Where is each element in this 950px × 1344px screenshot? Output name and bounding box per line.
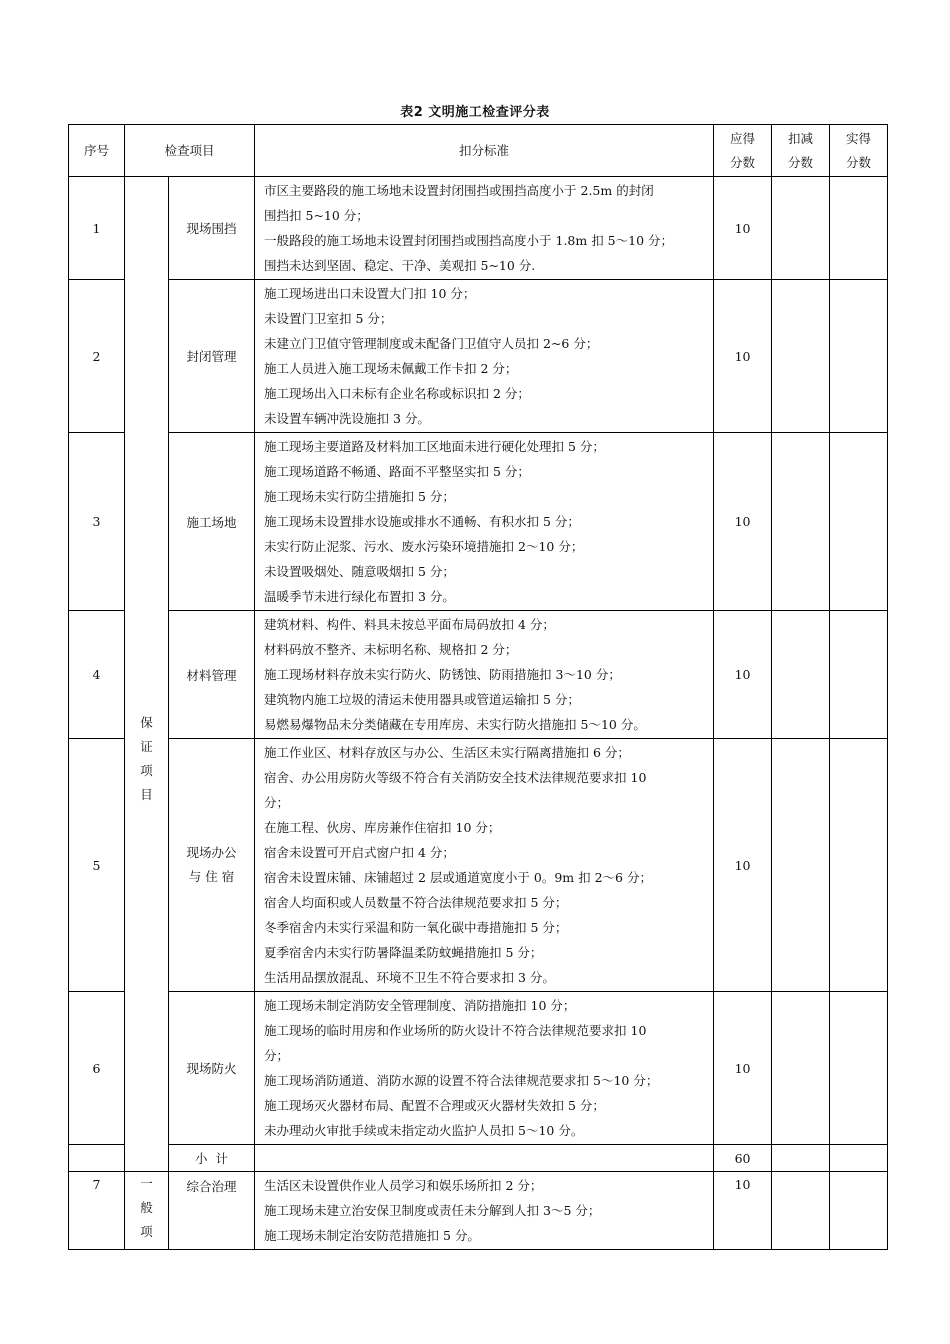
subtotal-criteria [255, 1145, 714, 1172]
group-guarantee-label: 保 证 项 目 [125, 177, 169, 1172]
row-criteria: 施工现场主要道路及材料加工区地面未进行硬化处理扣 5 分； 施工现场道路不畅通、路面不平整坚实扣 5 分； 施工现场未实行防尘措施扣 5 分； 施工现场未设置排水设施或排水不通畅、有积水扣 5 分； 未实行防止泥浆、污水、废水污染环境措施扣 2～10 分； 未设置吸烟处、随意吸烟扣 5 分； 温暖季节未进行绿化布置扣 3 分。 [255, 433, 714, 611]
row-seq: 6 [69, 992, 125, 1145]
row-deduct-score [772, 611, 830, 739]
score-table [68, 124, 888, 1250]
row-deduct-score [772, 177, 830, 280]
row-actual-score [830, 1172, 888, 1250]
row-should-score: 10 [714, 611, 772, 739]
header-seq: 序号 [69, 125, 125, 177]
table-row [69, 611, 888, 739]
header-actual-score: 实得 分数 [830, 125, 888, 177]
row-seq: 2 [69, 280, 125, 433]
table-row [69, 739, 888, 992]
row-criteria: 施工现场进出口未设置大门扣 10 分； 未设置门卫室扣 5 分； 未建立门卫值守管理制度或未配备门卫值守人员扣 2~6 分； 施工人员进入施工现场未佩戴工作卡扣 2 分； 施工现场出入口未标有企业名称或标识扣 2 分； 未设置车辆冲洗设施扣 3 分。 [255, 280, 714, 433]
row-seq: 3 [69, 433, 125, 611]
row-item: 现场办公 与 住 宿 [169, 739, 255, 992]
row-item: 材料管理 [169, 611, 255, 739]
row-criteria: 施工现场未制定消防安全管理制度、消防措施扣 10 分； 施工现场的临时用房和作业场所的防火设计不符合法律规范要求扣 10 分； 施工现场消防通道、消防水源的设置不符合法律规范要求扣 5～10 分； 施工现场灭火器材布局、配置不合理或灭火器材失效扣 5 分； 未办理动火审批手续或未指定动火监护人员扣 5～10 分。 [255, 992, 714, 1145]
row-should-score: 10 [714, 1172, 772, 1250]
table-row [69, 992, 888, 1145]
row-item: 现场围挡 [169, 177, 255, 280]
row-should-score: 10 [714, 992, 772, 1145]
table-row [69, 1172, 888, 1250]
row-item: 现场防火 [169, 992, 255, 1145]
row-should-score: 10 [714, 280, 772, 433]
row-deduct-score [772, 992, 830, 1145]
row-deduct-score [772, 280, 830, 433]
row-item: 封闭管理 [169, 280, 255, 433]
group-general-label: 一 般 项 [125, 1172, 169, 1250]
row-should-score: 10 [714, 177, 772, 280]
row-should-score: 10 [714, 739, 772, 992]
header-deduct-score: 扣减 分数 [772, 125, 830, 177]
row-seq: 4 [69, 611, 125, 739]
row-deduct-score [772, 1172, 830, 1250]
table-row [69, 177, 888, 280]
subtotal-actual [830, 1145, 888, 1172]
row-criteria: 建筑材料、构件、料具未按总平面布局码放扣 4 分； 材料码放不整齐、未标明名称、规格扣 2 分； 施工现场材料存放未实行防火、防锈蚀、防雨措施扣 3～10 分； 建筑物内施工垃圾的清运未使用器具或管道运输扣 5 分； 易燃易爆物品未分类储藏在专用库房、未实行防火措施扣 5～10 分。 [255, 611, 714, 739]
row-actual-score [830, 177, 888, 280]
row-should-score: 10 [714, 433, 772, 611]
row-actual-score [830, 433, 888, 611]
subtotal-deduct [772, 1145, 830, 1172]
table-row [69, 280, 888, 433]
row-actual-score [830, 280, 888, 433]
row-criteria: 市区主要路段的施工场地未设置封闭围挡或围挡高度小于 2.5m 的封闭 围挡扣 5~10 分； 一般路段的施工场地未设置封闭围挡或围挡高度小于 1.8m 扣 5～10 分； 围挡未达到坚固、稳定、干净、美观扣 5~10 分. [255, 177, 714, 280]
header-row [69, 125, 888, 177]
row-item: 综合治理 [169, 1172, 255, 1250]
row-seq: 1 [69, 177, 125, 280]
row-criteria: 生活区未设置供作业人员学习和娱乐场所扣 2 分； 施工现场未建立治安保卫制度或责任未分解到人扣 3～5 分； 施工现场未制定治安防范措施扣 5 分。 [255, 1172, 714, 1250]
row-actual-score [830, 739, 888, 992]
subtotal-seq [69, 1145, 125, 1172]
row-deduct-score [772, 433, 830, 611]
row-criteria: 施工作业区、材料存放区与办公、生活区未实行隔离措施扣 6 分； 宿舍、办公用房防火等级不符合有关消防安全技术法律规范要求扣 10 分； 在施工程、伙房、库房兼作住宿扣 10 分； 宿舍未设置可开启式窗户扣 4 分； 宿舍未设置床铺、床铺超过 2 层或通道宽度小于 0。9m 扣 2～6 分； 宿舍人均面积或人员数量不符合法律规范要求扣 5 分； 冬季宿舍内未实行采温和防一氧化碳中毒措施扣 5 分； 夏季宿舍内未实行防暑降温柔防蚊蝇措施扣 5 分； 生活用品摆放混乱、环境不卫生不符合要求扣 3 分。 [255, 739, 714, 992]
row-actual-score [830, 992, 888, 1145]
header-should-score: 应得 分数 [714, 125, 772, 177]
row-seq: 7 [69, 1172, 125, 1250]
header-item: 检查项目 [125, 125, 255, 177]
row-seq: 5 [69, 739, 125, 992]
table-row [69, 433, 888, 611]
header-criteria: 扣分标准 [255, 125, 714, 177]
row-deduct-score [772, 739, 830, 992]
row-actual-score [830, 611, 888, 739]
subtotal-score: 60 [714, 1145, 772, 1172]
row-item: 施工场地 [169, 433, 255, 611]
subtotal-row [69, 1145, 888, 1172]
table-title: 表2 文明施工检查评分表 [400, 105, 550, 120]
subtotal-label: 小 计 [169, 1145, 255, 1172]
